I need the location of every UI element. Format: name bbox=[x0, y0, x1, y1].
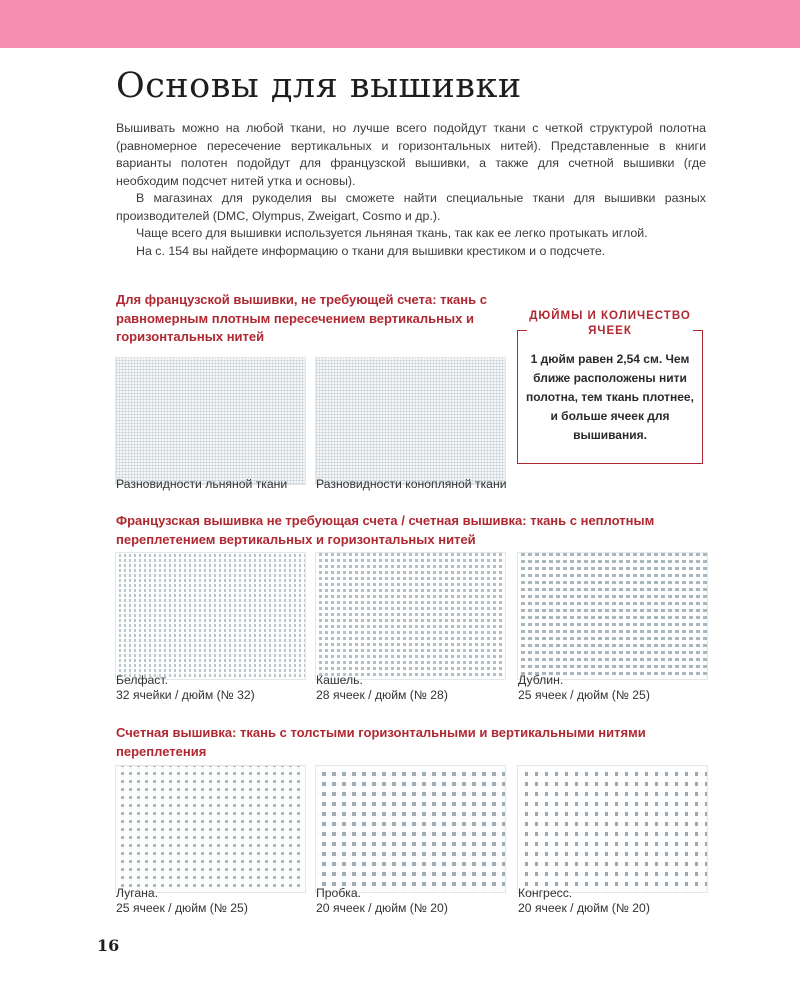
page-number: 16 bbox=[97, 936, 120, 955]
fabric-count: 20 ячеек / дюйм (№ 20) bbox=[316, 901, 448, 915]
fabric-count: 25 ячеек / дюйм (№ 25) bbox=[518, 688, 650, 702]
intro-paragraph: Чаще всего для вышивки используется льняная ткань, так как ее легко протыкать иглой. bbox=[136, 226, 648, 240]
section-heading: Счетная вышивка: ткань с толстыми горизонтальными и вертикальными нитями переплетения bbox=[116, 725, 646, 759]
lugana-fabric-image bbox=[115, 765, 306, 893]
fabric-name: Кашель. bbox=[316, 673, 363, 687]
fabric-name: Конгресс. bbox=[518, 886, 573, 900]
fabric-caption bbox=[316, 886, 448, 916]
fabric-name: Белфаст. bbox=[116, 673, 168, 687]
fabric-count: 25 ячеек / дюйм (№ 25) bbox=[116, 901, 248, 915]
info-box-text: 1 дюйм равен 2,54 см. Чем ближе расположены нити полотна, тем ткань плотнее, и больше ячеек для вышивания. bbox=[526, 352, 694, 442]
linen-fabric-image bbox=[115, 357, 306, 485]
fabric-name: Пробка. bbox=[316, 886, 362, 900]
section-heading: Французская вышивка не требующая счета / счетная вышивка: ткань с неплотным переплетением вертикальных и горизонтальных нитей bbox=[116, 513, 655, 547]
fabric-caption bbox=[518, 673, 650, 703]
fabric-caption: Разновидности конопляной ткани bbox=[316, 477, 507, 491]
cashel-fabric-image bbox=[315, 552, 506, 680]
belfast-fabric-image bbox=[115, 552, 306, 680]
intro-paragraph: Вышивать можно на любой ткани, но лучше всего подойдут ткани с четкой структурой полотна (равномерное пересечение вертикальных и горизонтальных нитей). Представленные в книги варианты полотен подойдут для французской вышивки, а также для счетной вышивки (где необходим подсчет нитей утка и основы). bbox=[116, 121, 706, 188]
intro-paragraph: В магазинах для рукоделия вы сможете найти специальные ткани для вышивки разных производителей (DMC, Olympus, Zweigart, Cosmo и др.). bbox=[116, 191, 706, 223]
fabric-name: Лугана. bbox=[116, 886, 159, 900]
intro-text bbox=[116, 120, 706, 260]
fabric-caption bbox=[518, 886, 650, 916]
fabric-caption bbox=[116, 886, 248, 916]
fabric-caption bbox=[316, 673, 448, 703]
fabric-caption: Разновидности льняной ткани bbox=[116, 477, 288, 491]
fabric-caption bbox=[116, 673, 255, 703]
hemp-fabric-image bbox=[315, 357, 506, 485]
intro-paragraph: На с. 154 вы найдете информацию о ткани для вышивки крестиком и о подсчете. bbox=[136, 243, 606, 258]
dublin-fabric-image bbox=[517, 552, 708, 680]
fabric-count: 32 ячейки / дюйм (№ 32) bbox=[116, 688, 255, 702]
congress-fabric-image bbox=[517, 765, 708, 893]
cork-fabric-image bbox=[315, 765, 506, 893]
fabric-count: 28 ячеек / дюйм (№ 28) bbox=[316, 688, 448, 702]
fabric-name: Дублин. bbox=[518, 673, 564, 687]
section-heading: Для французской вышивки, не требующей счета: ткань с равномерным плотным пересечением вертикальных и горизонтальных нитей bbox=[116, 292, 487, 344]
fabric-count: 20 ячеек / дюйм (№ 20) bbox=[518, 901, 650, 915]
header-band bbox=[0, 0, 800, 48]
info-box-title: ДЮЙМЫ И КОЛИЧЕСТВО ЯЧЕЕК bbox=[527, 309, 693, 339]
page-title: Основы для вышивки bbox=[116, 66, 522, 106]
